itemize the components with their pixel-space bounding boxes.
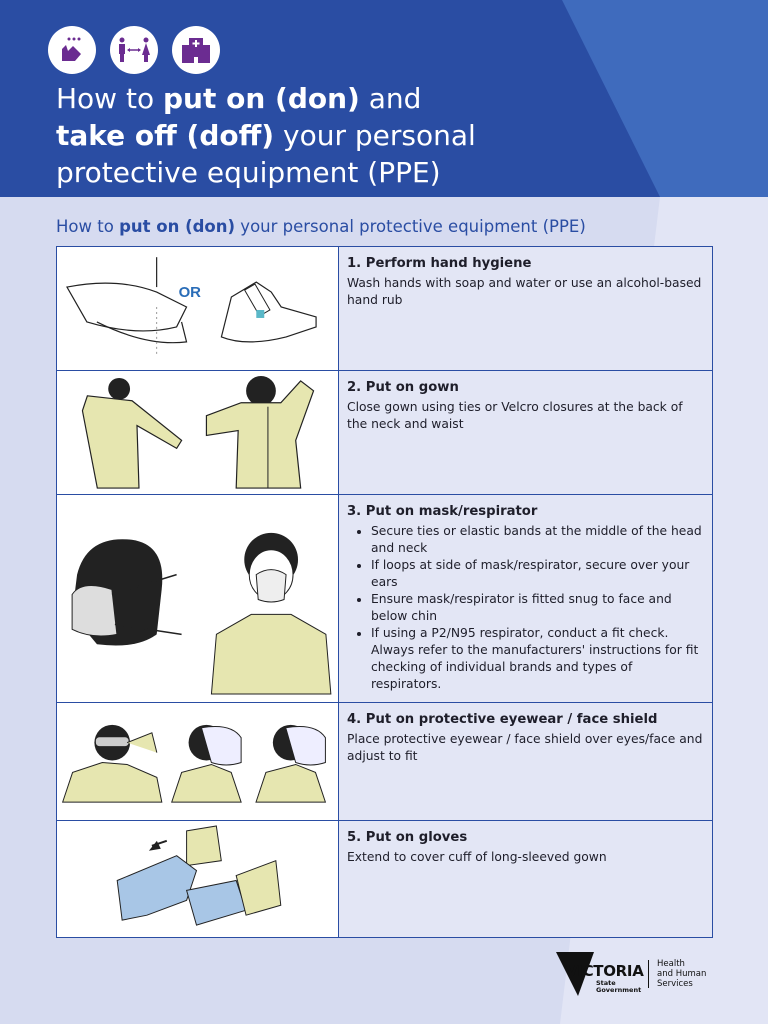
step-row [57, 370, 712, 494]
victoria-dhhs-logo [556, 952, 706, 996]
step-description: Place protective eyewear / face shield over eyes/face and adjust to fit [347, 732, 703, 763]
logo-divider [648, 960, 649, 988]
gloves-illustration [57, 821, 339, 937]
step-row [57, 247, 712, 370]
section-heading: How to put on (don) your personal protective equipment (PPE) [56, 217, 586, 236]
svg-text:OR: OR [178, 284, 201, 302]
bullet: • If loops at side of mask/respirator, secure over your ears [371, 557, 704, 591]
bullet: • Ensure mask/respirator is fitted snug to face and below chin [371, 591, 704, 625]
victoria-state-government-logo: VICTORIA State Government [556, 952, 642, 996]
hospital-icon [172, 26, 220, 74]
step-row [57, 820, 712, 937]
header-banner [0, 0, 768, 197]
step-description: Extend to cover cuff of long-sleeved gown [347, 850, 607, 864]
handwashing-icon [48, 26, 96, 74]
eyewear-illustration [57, 703, 339, 820]
step-title: 4. Put on protective eyewear / face shield [347, 712, 658, 727]
mask-illustration [57, 495, 339, 702]
gown-illustration [57, 371, 339, 494]
step-description: Wash hands with soap and water or use an alcohol-based hand rub [347, 276, 702, 307]
step-row [57, 702, 712, 820]
step-title: 5. Put on gloves [347, 830, 468, 845]
steps-table [56, 246, 713, 938]
step-title: 1. Perform hand hygiene [347, 256, 532, 271]
bullet: • Secure ties or elastic bands at the middle of the head and neck [371, 523, 704, 557]
step-row [57, 494, 712, 702]
social-distancing-icon [110, 26, 158, 74]
hand-hygiene-illustration [57, 247, 339, 370]
dhhs-text: Health and Human Services [657, 959, 707, 989]
bullet: • If using a P2/N95 respirator, conduct a fit check. Always refer to the manufacturers' instructions for fit checking of individual brands and types of respirators. [371, 625, 704, 693]
step-title: 2. Put on gown [347, 380, 459, 395]
step-title: 3. Put on mask/respirator [347, 504, 538, 519]
step-description: Close gown using ties or Velcro closures at the back of the neck and waist [347, 400, 683, 431]
page-title: How to put on (don) and take off (doff) your personal protective equipment (PPE) [56, 82, 476, 189]
step-bullets [347, 523, 704, 693]
